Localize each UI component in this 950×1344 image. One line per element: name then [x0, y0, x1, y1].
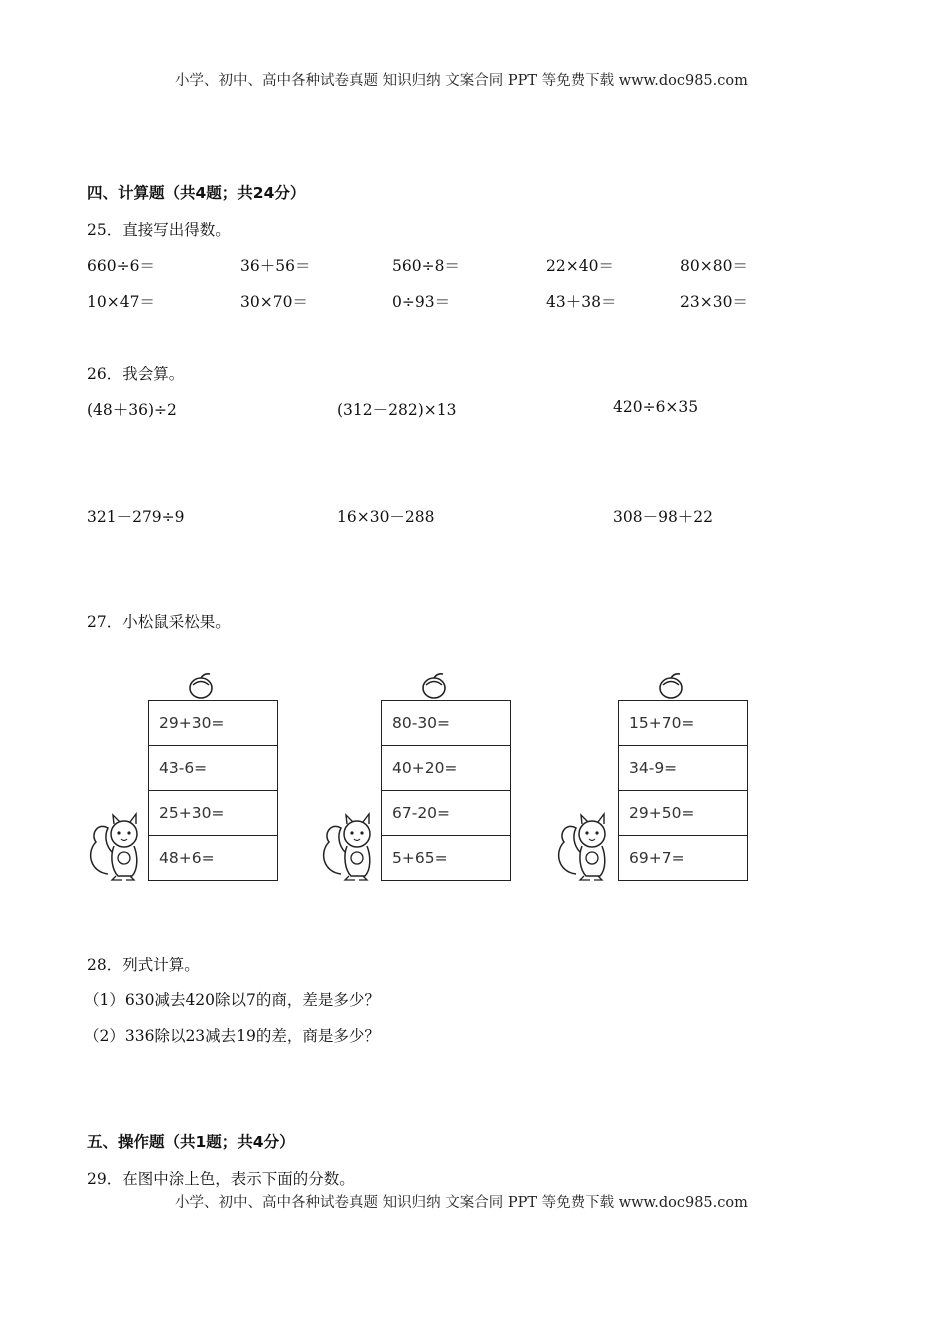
ladder-cell: 15+70= — [619, 701, 748, 746]
ladder-cell: 34-9= — [619, 746, 748, 791]
q28-title: 28．列式计算。 — [87, 956, 200, 974]
q27-title: 27．小松鼠采松果。 — [87, 613, 231, 631]
q25-expr: 660÷6＝ — [87, 257, 155, 275]
squirrel-icon — [86, 812, 148, 882]
ladder-cell: 5+65= — [382, 836, 511, 881]
squirrel-icon — [319, 812, 381, 882]
ladder-cell: 29+30= — [149, 701, 278, 746]
page-footer: 小学、初中、高中各种试卷真题 知识归纳 文案合同 PPT 等免费下载 www.doc985.com — [175, 1195, 748, 1211]
ladder-cell: 40+20= — [382, 746, 511, 791]
q26-expr: 16×30－288 — [337, 508, 435, 526]
squirrel-icon — [554, 812, 616, 882]
ladder-cell: 43-6= — [149, 746, 278, 791]
q29-title: 29．在图中涂上色，表示下面的分数。 — [87, 1170, 355, 1188]
q25-expr: 43＋38＝ — [546, 293, 617, 311]
ladder-cell: 29+50= — [619, 791, 748, 836]
q25-expr: 23×30＝ — [680, 293, 748, 311]
ladder-cell: 67-20= — [382, 791, 511, 836]
q26-expr: 308－98＋22 — [613, 508, 714, 526]
acorn-icon — [419, 672, 449, 700]
q26-expr: 321－279÷9 — [87, 508, 185, 526]
ladder-cell: 80-30= — [382, 701, 511, 746]
ladder-table — [148, 700, 278, 881]
q26-expr: 420÷6×35 — [613, 398, 699, 416]
ladder-cell: 25+30= — [149, 791, 278, 836]
q26-expr: (48＋36)÷2 — [87, 401, 177, 419]
q25-expr: 36＋56＝ — [240, 257, 311, 275]
section-5-title: 五、操作题（共1题；共4分） — [87, 1133, 295, 1151]
ladder-table — [618, 700, 748, 881]
ladder-cell: 48+6= — [149, 836, 278, 881]
ladder-cell: 69+7= — [619, 836, 748, 881]
ladder-table — [381, 700, 511, 881]
q28-item-1: （1）630减去420除以7的商，差是多少？ — [84, 991, 380, 1009]
q25-expr: 10×47＝ — [87, 293, 155, 311]
q28-item-2: （2）336除以23减去19的差，商是多少？ — [84, 1027, 380, 1045]
q25-expr: 80×80＝ — [680, 257, 748, 275]
q25-expr: 22×40＝ — [546, 257, 614, 275]
section-4-title: 四、计算题（共4题；共24分） — [87, 184, 306, 202]
q26-title: 26．我会算。 — [87, 365, 185, 383]
q26-expr: (312－282)×13 — [337, 401, 457, 419]
q25-title: 25．直接写出得数。 — [87, 221, 231, 239]
q25-expr: 560÷8＝ — [392, 257, 460, 275]
q25-expr: 30×70＝ — [240, 293, 308, 311]
q25-expr: 0÷93＝ — [392, 293, 451, 311]
acorn-icon — [656, 672, 686, 700]
acorn-icon — [186, 672, 216, 700]
page-header: 小学、初中、高中各种试卷真题 知识归纳 文案合同 PPT 等免费下载 www.doc985.com — [175, 73, 748, 89]
